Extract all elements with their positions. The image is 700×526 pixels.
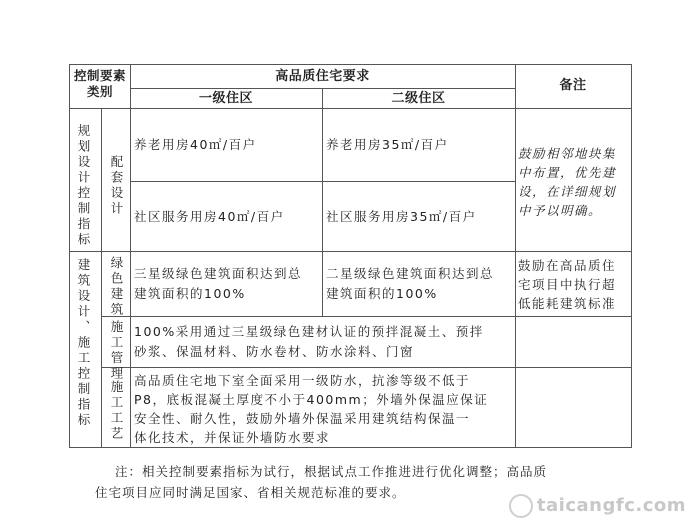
watermark-logo-icon — [509, 494, 533, 518]
green-level2-line: 建筑面积的100% — [326, 286, 438, 301]
grid-line — [101, 316, 631, 317]
construction-technology-label: 施工工艺 — [109, 380, 124, 442]
planning-remark-line: 中予以明确。 — [518, 203, 603, 218]
technology-text-line: 高品质住宅地下室全面采用一级防水，抗渗等级不低于 — [134, 373, 471, 388]
green-level2-line: 二星级绿色建筑面积达到总 — [326, 266, 495, 281]
green-remark-line: 鼓励在高品质住 — [518, 258, 617, 273]
watermark — [509, 494, 686, 518]
green-level1-line: 三星级绿色建筑面积达到总 — [134, 266, 303, 281]
grid-line — [101, 367, 631, 368]
green-remark-line: 低能耗建筑标准 — [518, 296, 617, 311]
green-level1-line: 建筑面积的100% — [134, 286, 246, 301]
grid-line — [69, 251, 631, 252]
header-level1: 一级住区 — [198, 91, 253, 106]
table-border-left — [69, 64, 70, 448]
grid-line — [322, 88, 323, 316]
grid-line — [101, 108, 102, 448]
management-text-line: 砂浆、保温材料、防水卷材、防水涂料、门窗 — [134, 344, 415, 359]
table-border-bottom — [69, 447, 631, 448]
planning-row2-level2: 社区服务用房35㎡/百户 — [326, 209, 477, 224]
management-text-line: 100%采用通过三星级绿色建材认证的预拌混凝土、预拌 — [134, 324, 484, 339]
note-line-2: 住宅项目应同时满足国家、省相关规范标准的要求。 — [95, 485, 406, 500]
planning-group-label: 规划设计控制指标 — [76, 124, 91, 248]
header-level2: 二级住区 — [391, 91, 446, 106]
planning-remark-line: 鼓励相邻地块集 — [518, 146, 617, 161]
green-remark-line: 宅项目中执行超 — [518, 277, 617, 292]
grid-line — [130, 64, 131, 448]
note-line-1: 注：相关控制要素指标为试行，根据试点工作推进进行优化调整；高品质 — [115, 464, 548, 479]
planning-sub-label: 配套设计 — [109, 155, 124, 217]
technology-text-line: P8，底板混凝土厚度不小于400mm；外墙外保温应保证 — [134, 392, 489, 407]
planning-row1-level1: 养老用房40㎡/百户 — [134, 137, 257, 152]
technology-text-line: 安全性、耐久性，鼓励外墙外保温采用建筑结构保温一 — [134, 411, 471, 426]
header-remarks: 备注 — [559, 78, 587, 93]
planning-remark-line: 中布置，优先建 — [518, 165, 617, 180]
header-requirements: 高品质住宅要求 — [275, 69, 370, 84]
planning-remark-line: 设，在详细规划 — [518, 184, 617, 199]
planning-row1-level2: 养老用房35㎡/百户 — [326, 137, 449, 152]
technology-text-line: 体化技术，并保证外墙防水要求 — [134, 430, 331, 445]
watermark-text: taicangfc.com — [536, 495, 686, 516]
green-building-label: 绿色建筑 — [109, 256, 124, 318]
construction-group-label: 建筑设计、施工控制指标 — [76, 258, 91, 429]
planning-row2-level1: 社区服务用房40㎡/百户 — [134, 209, 285, 224]
grid-line — [515, 64, 516, 448]
table-border-top — [69, 64, 631, 65]
header-category: 控制要素类别 — [73, 68, 126, 99]
construction-management-label: 施工管理 — [109, 320, 124, 382]
grid-line — [69, 108, 631, 109]
table-border-right — [631, 64, 632, 448]
